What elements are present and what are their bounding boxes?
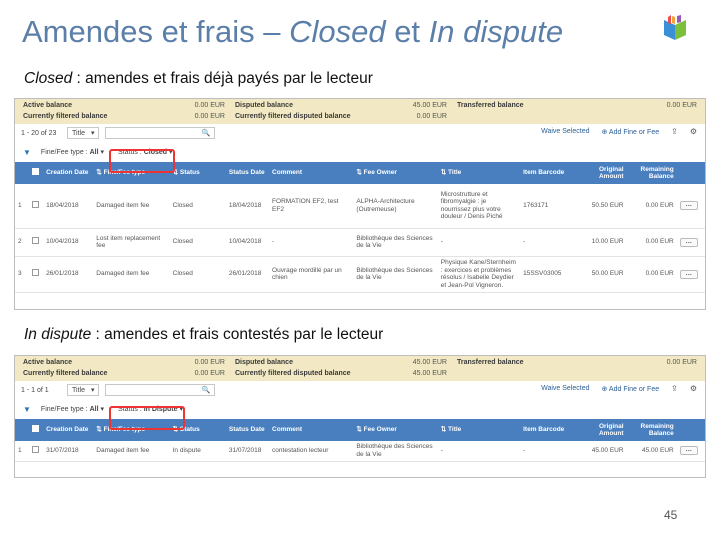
- screenshot-in-dispute: [14, 355, 706, 478]
- cell-status-date: 31/07/2018: [226, 441, 269, 461]
- col-fee-type-label: Fine/Fee type: [103, 169, 146, 177]
- cell-remaining-balance: 45.00 EUR: [627, 441, 677, 461]
- disputed-balance-value: 45.00 EUR: [412, 359, 447, 366]
- status-filter[interactable]: Status : In Dispute ▾: [118, 406, 183, 413]
- row-index: 3: [15, 256, 29, 292]
- chevron-down-icon: ▾: [90, 130, 95, 137]
- col-status-label: Status: [179, 426, 200, 434]
- cell-barcode: 1763171: [520, 184, 584, 228]
- row-index: 1: [15, 184, 29, 228]
- export-icon[interactable]: ⇪: [671, 127, 678, 136]
- row-actions-button[interactable]: …: [680, 201, 698, 210]
- gear-icon[interactable]: ⚙: [689, 384, 697, 393]
- pager-count: 1 - 20 of 23: [21, 129, 57, 137]
- disputed-balance-value: 45.00 EUR: [412, 102, 447, 109]
- cell-creation-date: 10/04/2018: [43, 228, 93, 256]
- transferred-balance-label: Transferred balance: [457, 102, 524, 109]
- slide-title: Amendes et frais – Closed et In dispute: [22, 14, 564, 49]
- row-actions-button[interactable]: …: [680, 238, 698, 247]
- filter-icon: ▼: [23, 147, 31, 157]
- row-checkbox[interactable]: [32, 201, 39, 208]
- col-original-amount[interactable]: Original Amount: [584, 419, 626, 441]
- highlight-box: [109, 406, 185, 430]
- filtered-balance-label: Currently filtered balance: [23, 113, 108, 120]
- active-balance-value: 0.00 EUR: [194, 359, 225, 366]
- type-filter-label: Fine/Fee type :: [40, 406, 88, 413]
- table-row[interactable]: [15, 228, 705, 256]
- col-original-amount[interactable]: Original Amount: [584, 162, 626, 184]
- search-icon: 🔍: [201, 130, 211, 137]
- col-title[interactable]: ⇅ Title: [438, 162, 520, 184]
- filtered-disputed-label: Currently filtered disputed balance: [235, 113, 351, 120]
- filtered-balance-label: Currently filtered balance: [23, 370, 108, 377]
- filter-icon: ▼: [23, 404, 31, 414]
- status-filter[interactable]: Status : Closed ▾: [118, 149, 173, 156]
- disputed-balance-label: Disputed balance: [235, 359, 293, 366]
- cell-fee-type: Damaged item fee: [93, 184, 169, 228]
- cell-comment: FORMATION EF2, test EF2: [269, 184, 353, 228]
- highlight-box: [109, 149, 175, 173]
- cell-barcode: -: [520, 441, 584, 461]
- col-fee-type[interactable]: ⇅ Fine/Fee type: [93, 162, 169, 184]
- row-actions-button[interactable]: …: [680, 270, 698, 279]
- cell-fee-owner: Bibliothèque des Sciences de la Vie: [353, 228, 437, 256]
- library-logo-icon: [662, 14, 688, 42]
- col-fee-owner[interactable]: ⇅ Fee Owner: [353, 419, 437, 441]
- type-filter-value: All: [89, 406, 99, 413]
- status-filter-value: In Dispute: [143, 406, 178, 413]
- table-row[interactable]: [15, 256, 705, 292]
- list-toolbar: [15, 124, 705, 142]
- filtered-balance-value: 0.00 EUR: [194, 370, 225, 377]
- cell-remaining-balance: 0.00 EUR: [627, 228, 677, 256]
- cell-remaining-balance: 0.00 EUR: [627, 256, 677, 292]
- cell-status-date: 10/04/2018: [226, 228, 269, 256]
- col-remaining-balance[interactable]: Remaining Balance: [627, 419, 677, 441]
- balance-summary: [15, 356, 705, 381]
- type-filter-value: All: [89, 149, 99, 156]
- cell-fee-type: Damaged item fee: [93, 441, 169, 461]
- filtered-disputed-label: Currently filtered disputed balance: [235, 370, 351, 377]
- search-field-select[interactable]: [67, 384, 99, 396]
- col-fee-type[interactable]: ⇅ Fine/Fee type: [93, 419, 169, 441]
- waive-selected-button[interactable]: Waive Selected: [541, 385, 590, 392]
- balance-summary: [15, 99, 705, 124]
- cell-comment: contestation lecteur: [269, 441, 353, 461]
- row-checkbox[interactable]: [32, 446, 39, 453]
- col-status[interactable]: ⇅ Status: [170, 162, 226, 184]
- status-filter-label: Status :: [118, 149, 142, 156]
- type-filter[interactable]: Fine/Fee type : All ▾: [40, 149, 104, 156]
- cell-status-date: 18/04/2018: [226, 184, 269, 228]
- type-filter-label: Fine/Fee type :: [40, 149, 88, 156]
- cell-fee-type: Lost item replacement fee: [93, 228, 169, 256]
- search-input[interactable]: [105, 127, 215, 139]
- col-comment[interactable]: Comment: [269, 162, 353, 184]
- col-status[interactable]: ⇅ Status: [170, 419, 226, 441]
- cell-original-amount: 50.00 EUR: [584, 256, 626, 292]
- filtered-balance-value: 0.00 EUR: [194, 113, 225, 120]
- table-row[interactable]: [15, 184, 705, 228]
- caption-closed: Closed : amendes et frais déjà payés par le lecteur: [24, 70, 373, 87]
- status-filter-label: Status :: [118, 406, 142, 413]
- page-number: 45: [664, 508, 678, 522]
- cell-remaining-balance: 0.00 EUR: [627, 184, 677, 228]
- col-status-label: Status: [179, 169, 200, 177]
- pager-count: 1 - 1 of 1: [21, 386, 49, 394]
- col-item-barcode[interactable]: Item Barcode: [520, 419, 584, 441]
- row-index: 2: [15, 228, 29, 256]
- cell-creation-date: 26/01/2018: [43, 256, 93, 292]
- caption-in-dispute: In dispute : amendes et frais contestés par le lecteur: [24, 326, 384, 343]
- col-fee-owner[interactable]: ⇅ Fee Owner: [353, 162, 437, 184]
- gear-icon[interactable]: ⚙: [689, 127, 697, 136]
- export-icon[interactable]: ⇪: [671, 384, 678, 393]
- search-field-label: Title: [72, 129, 85, 137]
- col-comment[interactable]: Comment: [269, 419, 353, 441]
- cell-status: In dispute: [170, 441, 226, 461]
- waive-selected-button[interactable]: Waive Selected: [541, 128, 590, 135]
- cell-title: Microstrutture et fibromyalgie : je nourrissez plus votre douleur / Denis Piché: [438, 184, 520, 228]
- transferred-balance-label: Transferred balance: [457, 359, 524, 366]
- col-title[interactable]: ⇅ Title: [438, 419, 520, 441]
- add-fine-label: Add Fine or Fee: [608, 385, 660, 393]
- cell-fee-type: Damaged item fee: [93, 256, 169, 292]
- cell-creation-date: 18/04/2018: [43, 184, 93, 228]
- cell-creation-date: 31/07/2018: [43, 441, 93, 461]
- cell-barcode: 15SSV03005: [520, 256, 584, 292]
- row-index: 1: [15, 441, 29, 461]
- col-creation-date[interactable]: Creation Date: [43, 162, 93, 184]
- search-field-select[interactable]: [67, 127, 99, 139]
- cell-barcode: -: [520, 228, 584, 256]
- col-title-label: Title: [448, 169, 462, 177]
- row-checkbox[interactable]: [32, 269, 39, 276]
- cell-original-amount: 10.00 EUR: [584, 228, 626, 256]
- type-filter[interactable]: Fine/Fee type : All ▾: [40, 406, 104, 413]
- cell-comment: Ouvrage mordillé par un chien: [269, 256, 353, 292]
- cell-original-amount: 50.50 EUR: [584, 184, 626, 228]
- list-toolbar: [15, 381, 705, 399]
- active-balance-label: Active balance: [23, 102, 73, 109]
- select-all-checkbox[interactable]: [32, 425, 39, 432]
- cell-original-amount: 45.00 EUR: [584, 441, 626, 461]
- cell-status: Closed: [170, 228, 226, 256]
- select-all-checkbox[interactable]: [32, 168, 39, 175]
- cell-title: -: [438, 441, 520, 461]
- add-fine-button[interactable]: [601, 385, 659, 393]
- transferred-balance-value: 0.00 EUR: [666, 359, 697, 366]
- col-creation-date[interactable]: Creation Date: [43, 419, 93, 441]
- disputed-balance-label: Disputed balance: [235, 102, 293, 109]
- cell-comment: -: [269, 228, 353, 256]
- active-balance-value: 0.00 EUR: [194, 102, 225, 109]
- add-fine-button[interactable]: [601, 128, 659, 136]
- plus-icon: ⊕: [601, 128, 609, 136]
- col-status-date[interactable]: Status Date: [226, 162, 269, 184]
- search-field-label: Title: [72, 386, 85, 394]
- col-fee-type-label: Fine/Fee type: [103, 426, 146, 434]
- fees-table: [15, 162, 705, 293]
- col-title-label: Title: [448, 426, 462, 434]
- active-balance-label: Active balance: [23, 359, 73, 366]
- col-remaining-balance[interactable]: Remaining Balance: [627, 162, 677, 184]
- search-icon: 🔍: [201, 387, 211, 394]
- col-fee-owner-label: Fee Owner: [363, 169, 397, 177]
- col-fee-owner-label: Fee Owner: [363, 426, 397, 434]
- table-row[interactable]: [15, 441, 705, 461]
- filtered-disputed-value: 45.00 EUR: [412, 370, 447, 377]
- add-fine-label: Add Fine or Fee: [608, 128, 660, 136]
- cell-status: Closed: [170, 256, 226, 292]
- row-checkbox[interactable]: [32, 237, 39, 244]
- plus-icon: ⊕: [601, 385, 609, 393]
- status-filter-value: Closed: [143, 149, 168, 156]
- col-item-barcode[interactable]: Item Barcode: [520, 162, 584, 184]
- screenshot-closed: [14, 98, 706, 310]
- cell-title: Physique Kane/Sternheim : exercices et problèmes résolus / Isabelle Deydier et Jean-Pol Vigneron.: [438, 256, 520, 292]
- cell-fee-owner: Bibliothèque des Sciences de la Vie: [353, 256, 437, 292]
- search-input[interactable]: [105, 384, 215, 396]
- cell-fee-owner: Bibliothèque des Sciences de la Vie: [353, 441, 437, 461]
- transferred-balance-value: 0.00 EUR: [666, 102, 697, 109]
- cell-status-date: 26/01/2018: [226, 256, 269, 292]
- cell-status: Closed: [170, 184, 226, 228]
- cell-title: -: [438, 228, 520, 256]
- row-actions-button[interactable]: …: [680, 446, 698, 455]
- col-status-date[interactable]: Status Date: [226, 419, 269, 441]
- cell-fee-owner: ALPHA-Architecture (Outremeuse): [353, 184, 437, 228]
- chevron-down-icon: ▾: [90, 387, 95, 394]
- filtered-disputed-value: 0.00 EUR: [416, 113, 447, 120]
